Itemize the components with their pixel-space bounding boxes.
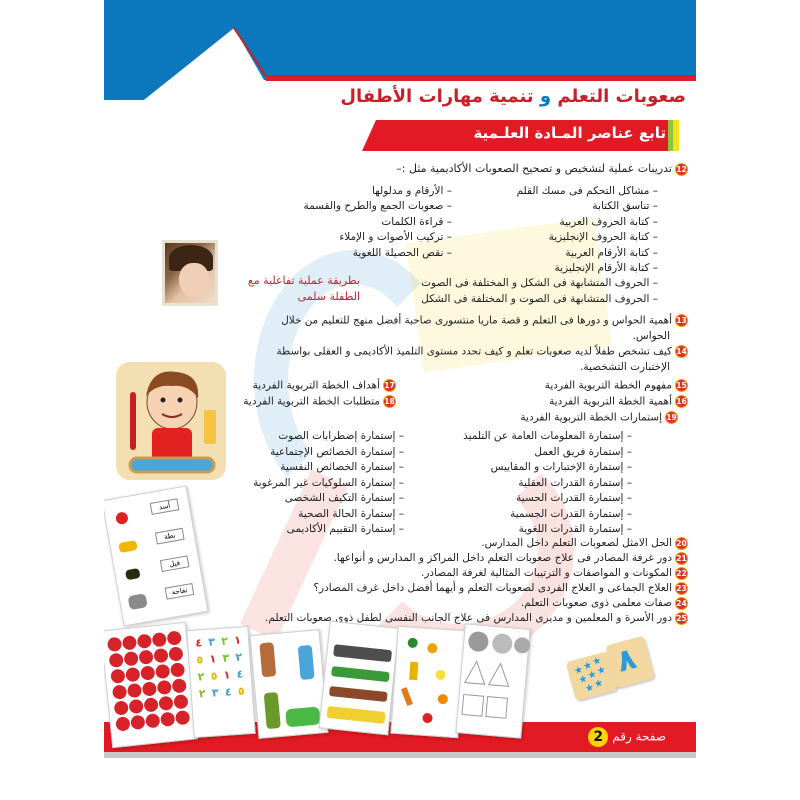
page-number-label — [588, 727, 666, 747]
lemon-icon — [435, 670, 446, 681]
child-figure-icon — [259, 642, 276, 677]
list-item: – تناسق الكتابة — [592, 200, 658, 213]
list-item: – الحروف المتشابهة فى الشكل و المختلفة فى الصوت — [421, 277, 658, 290]
kids-picture-sheet — [250, 629, 329, 739]
elephant-icon — [128, 593, 148, 610]
list-item: – إستمارة التقييم الأكاديمى — [286, 523, 404, 535]
list-item: – كتابة الحروف الإنجليزية — [548, 231, 658, 244]
item-text: المكونات و المواصفات و الترتيبات المثالية لغرفة المصادر. — [420, 567, 672, 579]
sticker-sheet — [104, 622, 198, 748]
list-item: – إستمارة التكيف الشخصى — [284, 492, 404, 504]
item-22 — [128, 566, 688, 581]
number-badge: 17 — [384, 381, 395, 390]
numeral: ٢ — [235, 650, 243, 664]
title-conjunction: و — [539, 86, 552, 107]
numeral: ١ — [223, 668, 231, 682]
apple-icon — [115, 511, 129, 525]
list-item: – إستمارة القدرات الحسية — [516, 492, 632, 504]
shapes-tracing-sheet — [455, 623, 530, 738]
number-badge: 20 — [676, 538, 687, 548]
number-badge: 19 — [666, 413, 677, 422]
item-text: الحل الامثل لصعوبات التعلم داخل المدارس. — [481, 537, 672, 549]
list-item: – إستمارة الخصائص الإجتماعية — [270, 445, 404, 458]
list-item: – صعوبات الجمع والطرح والقسمة — [303, 200, 452, 213]
list-item: – إستمارة فريق العمل — [534, 445, 632, 458]
list-item: – تركيب الأصوات و الإملاء — [339, 231, 452, 244]
list-item: – إستمارة المعلومات العامة عن التلميذ — [463, 430, 632, 442]
title-part-1: صعوبات التعلم — [557, 86, 686, 107]
tomato-icon — [422, 713, 433, 724]
title-part-2: تنمية مهارات الأطفال — [340, 86, 534, 107]
list-item: – إستمارة القدرات اللغوية — [518, 523, 632, 535]
red-stickers-icon — [104, 623, 199, 749]
number-badge: 15 — [676, 381, 687, 390]
silhouettes-row — [333, 644, 392, 662]
numeral: ٤ — [236, 667, 244, 681]
shapes-icon — [456, 624, 531, 739]
item-15 — [545, 379, 688, 392]
list-item: – كتابة الأرقام الإنجليزية — [554, 262, 658, 275]
numeral: ٣ — [211, 686, 220, 700]
numeral: ٥ — [196, 653, 204, 667]
objects-sheet — [390, 626, 465, 738]
photo-face — [179, 263, 209, 297]
page-number-badge: 2 — [588, 727, 608, 747]
svg-text:★: ★ — [572, 664, 585, 678]
item-19-text: إستمارات الخطة التربوية الفردية — [520, 411, 662, 424]
svg-text:★: ★ — [591, 655, 603, 669]
shadow-match-sheet — [319, 621, 400, 736]
item-12 — [396, 162, 688, 176]
forms-right-column — [392, 429, 632, 538]
word-box: فيل — [160, 555, 190, 572]
list-item: – قراءة الكلمات — [381, 215, 452, 228]
word-box: أسد — [150, 498, 180, 515]
giraffe-icon — [409, 662, 418, 681]
list-item: – مشاكل التحكم فى مسك القلم — [516, 185, 658, 197]
svg-text:★: ★ — [586, 668, 599, 682]
svg-text:★: ★ — [582, 659, 594, 673]
item-25 — [128, 611, 688, 626]
number-badge: 25 — [676, 613, 687, 623]
animal-words-worksheet — [104, 486, 208, 627]
numeral: ٢ — [198, 687, 207, 701]
numeral: ٣ — [207, 635, 216, 649]
list-item: – نقص الحصيلة اللغوية — [352, 246, 452, 259]
number-badge: 22 — [676, 568, 687, 578]
item-20 — [128, 536, 688, 551]
item-14-line-1: كيف تشخص طفلاً لديه صعوبات تعلم و كيف تحدد مستوى التلميذ الأكاديمى و العقلى بواسطة — [276, 345, 672, 358]
svg-text:★: ★ — [593, 677, 605, 691]
numeral: ٤ — [224, 685, 233, 699]
page-title — [340, 86, 686, 107]
section-banner-text-wrap — [362, 120, 684, 151]
item-17 — [253, 379, 396, 392]
carrot-icon — [401, 687, 413, 706]
child-figure-icon — [264, 692, 281, 729]
item-14-line-2: الإختبارت التشخصية. — [580, 361, 670, 373]
watermelon-icon — [407, 638, 418, 649]
item-18-text: متطلبات الخطة التربوية الفردية — [243, 395, 380, 408]
item-13-line-1: أهمية الحواس و دورها فى التعلم و قصة ماريا منتسورى صاحبة أفضل منهج للتعليم من خلال — [281, 314, 672, 327]
item-13-line-2: الحواس. — [632, 330, 670, 342]
number-badge: 24 — [676, 598, 687, 608]
list-item: – كتابة الحروف العربية — [559, 215, 658, 228]
section-banner-label: تابع عناصر المـادة العلـمية — [473, 124, 666, 142]
list-item: – إستمارة الخصائص النفسية — [280, 461, 404, 473]
item-text: دور الأسرة و المعلمين و مديرى المدارس فى علاج الجانب النفسى لطفل ذوى صعوبات التعلم. — [265, 612, 672, 624]
number-badge: 23 — [676, 583, 687, 593]
number-badge: 13 — [676, 316, 687, 325]
list-item: – إستمارة إضطرابات الصوت — [278, 430, 404, 442]
photo-caption-line-1: بطريقة عملية تفاعلية مع — [247, 274, 360, 287]
item-text: دور غرفة المصادر فى علاج صعوبات التعلم داخل المراكز و المدارس و أنواعها. — [333, 552, 672, 564]
mugs-row — [327, 706, 386, 724]
lion-icon — [118, 540, 137, 553]
item-12-text: تدريبات عملية لتشخيص و تصحيح الصعوبات الأكاديمية مثل :– — [396, 162, 672, 175]
duck-icon — [125, 568, 141, 580]
number-badge: 16 — [676, 397, 687, 406]
list-item: – إستمارة الحالة الصحية — [298, 507, 404, 520]
forms-left-column — [204, 429, 404, 538]
number-badge: 18 — [384, 397, 395, 406]
item-18 — [243, 395, 396, 408]
numeral: ٣ — [222, 651, 230, 665]
item-15-text: مفهوم الخطة التربوية الفردية — [544, 379, 672, 392]
item-21 — [128, 551, 688, 566]
item-19 — [520, 411, 678, 424]
list-item: – الأرقام و مدلولها — [371, 185, 452, 197]
list-item: – كتابة الأرقام العربية — [565, 246, 658, 259]
number-badge: 21 — [676, 553, 687, 563]
svg-text:★: ★ — [595, 664, 608, 678]
word-box: بطة — [155, 528, 185, 545]
item-13 — [281, 314, 688, 327]
numeral: ٤ — [194, 636, 203, 650]
list-item: – إستمارة السلوكيات غير المرغوبة — [253, 476, 404, 489]
child-photo — [162, 240, 218, 306]
page-label-text: صفحة رقم — [612, 729, 666, 744]
orange-icon — [438, 694, 449, 705]
boy-toothbrush-illustration — [116, 362, 226, 480]
item-17-text: أهداف الخطة التربوية الفردية — [252, 379, 380, 392]
number-badge: 12 — [676, 164, 687, 174]
item-16-text: أهمية الخطة التربوية الفردية — [549, 395, 672, 408]
final-items — [128, 536, 688, 626]
numeral: ٥ — [210, 669, 218, 683]
svg-text:★: ★ — [583, 682, 596, 696]
item-text: صفات معلمى ذوى صعوبات التعلم. — [520, 597, 672, 609]
item-14 — [276, 345, 688, 358]
item-24 — [128, 596, 688, 611]
numeral: ٢ — [220, 634, 229, 648]
svg-text:★: ★ — [577, 673, 589, 687]
item-text: العلاج الجماعى و العلاج الفردى لصعوبات التعلم و أيهما أفضل داخل غرف المصادر؟ — [313, 582, 672, 594]
word-box: تفاحة — [165, 583, 195, 600]
brochure-page — [104, 0, 696, 758]
numeral: ٥ — [237, 684, 245, 698]
fish-icon — [427, 643, 438, 654]
numeral: ١ — [233, 633, 242, 647]
arabic-numbers-sheet — [186, 626, 255, 738]
item-12-left-column — [252, 184, 452, 261]
list-item: – إستمارة القدرات العقلية — [518, 476, 632, 489]
number-badge: 14 — [676, 347, 687, 356]
digit-eight: ٨ — [613, 641, 640, 680]
list-item: – إستمارة الإختبارات و المقاييس — [490, 461, 632, 473]
numeral: ٢ — [197, 670, 205, 684]
boy-icon — [116, 362, 226, 480]
child-figure-icon — [298, 645, 315, 680]
list-item: – إستمارة القدرات الجسمية — [510, 507, 632, 520]
item-16 — [549, 395, 688, 408]
sofa-icon — [285, 706, 320, 727]
list-item: – الحروف المتشابهة فى الصوت و المختلفة فى الشكل — [421, 292, 658, 305]
motorbikes-row — [329, 686, 388, 702]
footer-shadow — [104, 752, 696, 758]
photo-caption-line-2: الطفلة سلمى — [297, 290, 360, 303]
numeral: ١ — [209, 652, 217, 666]
numbers-grid — [187, 627, 252, 707]
item-23 — [128, 581, 688, 596]
crocodiles-row — [331, 666, 390, 682]
